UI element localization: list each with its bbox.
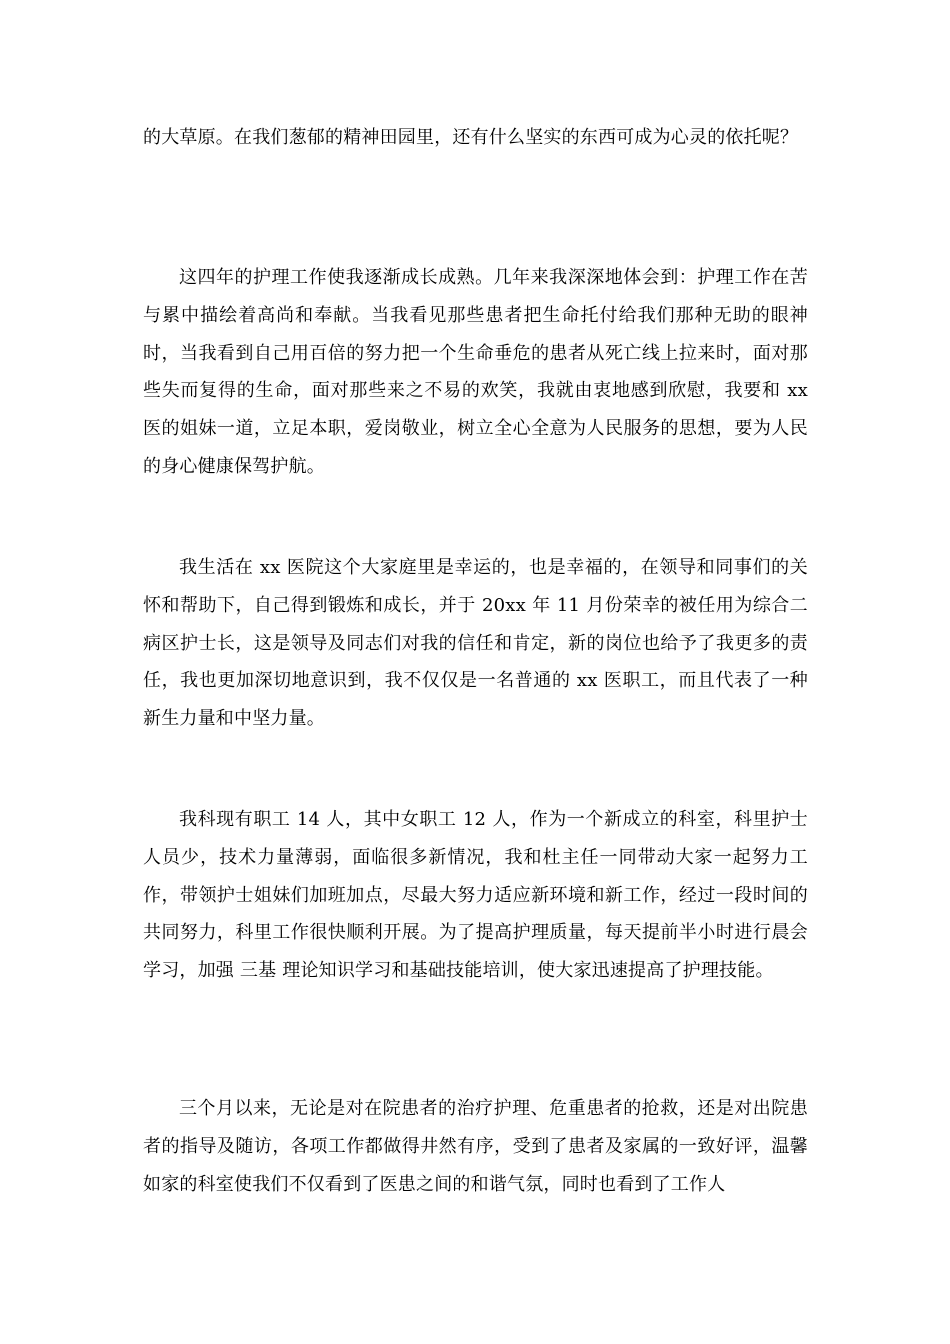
paragraph-department-staff: 我科现有职工 14 人，其中女职工 12 人，作为一个新成立的科室，科里护士人员少，技术力量薄弱，面临很多新情况，我和杜主任一同带动大家一起努力工作，带领护士姐妹们加班加点，尽最大努力适应新环境和新工作，经过一段时间的共同努力，科里工作很快顺利开展。为了提高护理质量，每天提前半小时进行晨会学习，加强 三基 理论知识学习和基础技能培训，使大家迅速提高了护理技能。 bbox=[143, 809, 808, 982]
paragraph-nursing-growth: 这四年的护理工作使我逐渐成长成熟。几年来我深深地体会到：护理工作在苦与累中描绘着高尚和奉献。当我看见那些患者把生命托付给我们那种无助的眼神时，当我看到自己用百倍的努力把一个生命垂危的患者从死亡线上拉来时，面对那些失而复得的生命，面对那些来之不易的欢笑，我就由衷地感到欣慰，我要和 xx 医的姐妹一道，立足本职，爱岗敬业，树立全心全意为人民服务的思想，要为人民的身心健康保驾护航。 bbox=[143, 267, 808, 477]
paragraph-hospital-family: 我生活在 xx 医院这个大家庭里是幸运的，也是幸福的，在领导和同事们的关怀和帮助下，自己得到锻炼和成长，并于 20xx 年 11 月份荣幸的被任用为综合二病区护士长，这是领导及同志们对我的信任和肯定，新的岗位也给予了我更多的责任，我也更加深切地意识到，我不仅仅是一名普通的 xx 医职工，而且代表了一种新生力量和中坚力量。 bbox=[143, 557, 808, 730]
paragraph-three-months: 三个月以来，无论是对在院患者的治疗护理、危重患者的抢救，还是对出院患者的指导及随访，各项工作都做得井然有序，受到了患者及家属的一致好评，温馨如家的科室使我们不仅看到了医患之间的和谐气氛，同时也看到了工作人 bbox=[143, 1098, 808, 1195]
paragraph-continuation: 的大草原。在我们葱郁的精神田园里，还有什么坚实的东西可成为心灵的依托呢？ bbox=[143, 127, 799, 148]
